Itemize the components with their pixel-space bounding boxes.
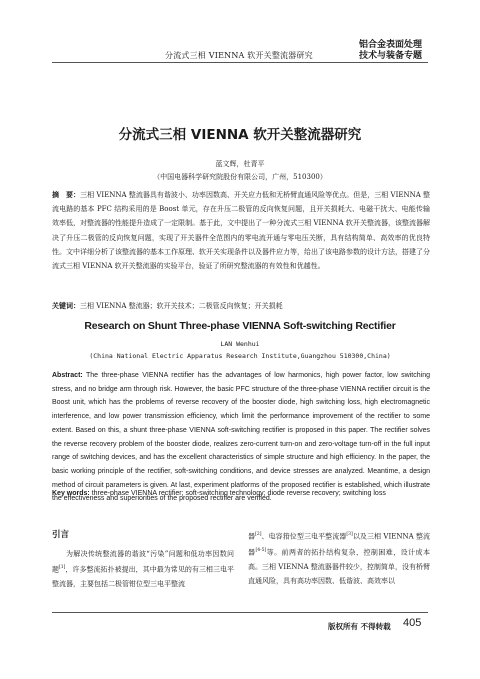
keywords-cn [52, 300, 430, 312]
affiliation-en: (China National Electric Apparatus Research Institute,Guangzhou 510300,China) [89, 352, 391, 360]
citation-ref: [2] [255, 532, 262, 537]
paper-title-en: Research on Shunt Three-phase VIENNA Soft-switching Rectifier [84, 320, 396, 332]
intro-text-b: ，许多整流拓扑被提出，其中最为常见的有三相三电平整流器，主要包括二极管钳位型三电平整流 [52, 565, 235, 588]
citation-ref: [4-5] [255, 547, 267, 553]
journal-section-line2: 技术与装备专题 [358, 51, 422, 61]
intro-paragraph-1 [52, 547, 234, 592]
keywords-en [52, 488, 430, 500]
authors-en: LAN Wenhui [220, 340, 260, 348]
journal-section-label [359, 40, 422, 62]
affiliation-cn: （中国电器科学研究院股份有限公司，广州，510300） [153, 173, 327, 181]
abstract-en [52, 369, 430, 506]
authors-cn: 蓝文辉，杜青平 [215, 160, 265, 168]
page-number: 405 [403, 617, 422, 629]
abstract-en-label: Abstract: [52, 372, 83, 379]
keywords-cn-label: 关键词： [52, 302, 80, 310]
abstract-cn-text: 三相 VIENNA 整流器具有谐波小、功率因数高、开关应力低和无桥臂直通风险等优点。但是，三相 VIENNA 整流电路的基本 PFC 结构采用的是 Boost 单元，存在升压二极管的反向恢复问题，且开关损耗大、电磁干扰大、电能传输效率低，对整流器的性能提升造成了一定限制。基于此，文中提出了一种分流式三相 VIENNA 软开关整流器，该整流器解决了升压二极管的反向恢复问题，实现了开关器件全范围内的零电流开通与零电压关断，具有结构简单、高效率的优良特性。文中详细分析了该整流器的基本工作原理、软开关实现条件以及器件应力等，给出了该电路参数的设计方法，搭建了分流式三相 VIENNA 软开关整流器的实验平台，验证了所研究整流器的有效性和优越性。 [52, 191, 431, 271]
keywords-en-text: three-phase VIENNA rectifier; soft-switching technology; diode reverse recovery; switching loss [91, 490, 386, 497]
paper-title-cn: 分流式三相 VIENNA 软开关整流器研究 [118, 127, 362, 143]
intro-text-c: 器 [248, 532, 256, 541]
intro-text-d: 、电容箝位型三电平整流器 [261, 532, 347, 541]
journal-section-line1: 铝合金表面处理 [358, 40, 422, 50]
keywords-cn-text: 三相 VIENNA 整流器；软开关技术；二极管反向恢复；开关损耗 [80, 302, 283, 310]
abstract-cn [52, 188, 430, 273]
intro-text-e: 以及三相 VIENNA 整流器 [248, 532, 431, 557]
keywords-en-label: Key words: [52, 490, 90, 497]
citation-ref: [3] [346, 532, 353, 537]
abstract-cn-label: 摘 要： [52, 191, 81, 199]
running-title: 分流式三相 VIENNA 软开关整流器研究 [165, 51, 313, 60]
intro-text-f: 等。前两者的拓扑结构复杂，控制困难，设计成本高。三相 VIENNA 整流器器件较少，控制简单，没有桥臂直通风险，具有高功率因数、低谐波、高效率以 [248, 548, 431, 586]
copyright-notice: 版权所有 不得转载 [328, 622, 391, 631]
citation-ref: [1] [59, 565, 66, 570]
header-divider [52, 62, 428, 63]
intro-text-a: 为解决传统整流器的谐波“污染”问题和低功率因数问题 [52, 549, 234, 574]
footer-divider [52, 612, 428, 613]
body-column-left [52, 528, 234, 591]
section-heading-intro: 引言 [52, 530, 70, 540]
intro-paragraph-1-cont [248, 528, 430, 589]
abstract-en-text: The three-phase VIENNA rectifier has the advantages of low harmonics, high power factor, low switching stress, and no bridge arm through risk. However, the basic PFC structure of the three-phase VIENNA rectifier circuit is the Boost unit, which has the problems of reverse recovery of the booster diode, high switching loss, high electromagnetic interference, and low power transmission efficiency, which limit the performance improvement of the rectifier to some extent. Based on this, a shunt three-phase VIENNA soft-switching rectifier is proposed in this paper. The rectifier solves the reverse recovery problem of the booster diode, realizes zero-current turn-on and zero-voltage turn-off in the full input range of switching devices, and has the excellent characteristics of simple structure and high efficiency. In the paper, the basic working principle of the rectifier, soft-switching conditions, and device stresses are analyzed. Meantime, a design method of circuit parameters is given. At last, experiment platforms of the proposed rectifier is established, which illustrate the effectiveness and superiorities of the proposed rectifier are verified. [52, 372, 430, 503]
body-column-right [248, 528, 430, 589]
